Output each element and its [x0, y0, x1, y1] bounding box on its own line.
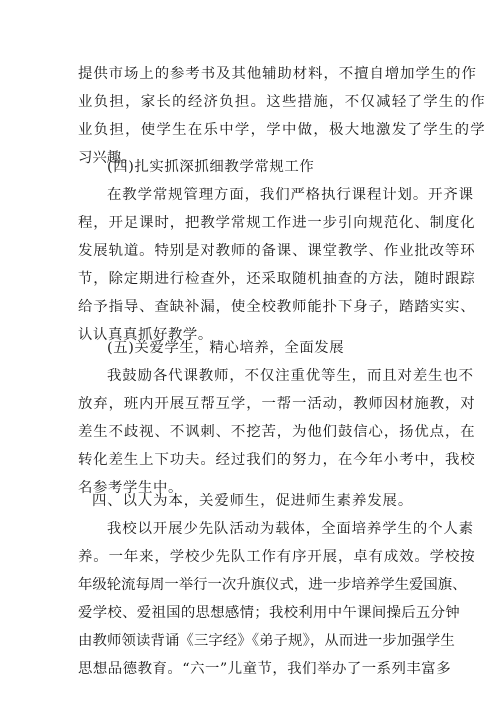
text-line: 业负担，使学生在乐中学，学中做，极大地激发了学生的学	[78, 122, 486, 138]
text-line: 业负担，家长的经济负担。这些措施，不仅减轻了学生的作	[78, 94, 486, 110]
text-line: 我鼓励各代课教师，不仅注重优等生，而且对差生也不	[107, 368, 474, 384]
section-heading: (四)扎实抓深抓细教学常规工作	[107, 159, 315, 175]
text-line: 名参考学生中。	[78, 480, 183, 496]
section-heading: 四、以人为本，关爱师生，促进师生素养发展。	[92, 493, 414, 509]
text-line: 放弃，班内开展互帮互学，一帮一活动，教师因材施教，对	[78, 396, 476, 412]
text-line: 在教学常规管理方面，我们严格执行课程计划。开齐课	[107, 187, 474, 203]
text-line: 年级轮流每周一举行一次升旗仪式，进一步培养学生爱国旗、	[78, 577, 467, 593]
text-line: 差生不歧视、不讽刺、不挖苦，为他们鼓信心，扬优点，在	[78, 424, 476, 440]
text-line: 程，开足课时，把教学常规工作进一步引向规范化、制度化	[78, 215, 476, 231]
text-line: 提供市场上的参考书及其他辅助材料，不擅自增加学生的作	[78, 66, 477, 82]
text-line: 转化差生上下功夫。经过我们的努力，在今年小考中，我校	[78, 452, 476, 468]
text-line: 由教师领读背诵《三字经》《弟子规》，从而进一步加强学生	[78, 633, 455, 649]
text-line: 节，除定期进行检查外，还采取随机抽查的方法，随时跟踪	[78, 271, 476, 287]
text-line: 发展轨道。特别是对教师的备课、课堂教学、作业批改等环	[78, 243, 476, 259]
text-line: 我校以开展少先队活动为载体，全面培养学生的个人素	[107, 521, 474, 537]
section-heading: (五)关爱学生，精心培养，全面发展	[107, 340, 345, 356]
text-line: 思想品德教育。“六一”儿童节，我们举办了一系列丰富多	[78, 661, 452, 677]
text-line: 习兴趣。	[78, 150, 136, 166]
text-line: 认认真真抓好教学。	[78, 327, 213, 343]
text-line: 给予指导、查缺补漏，使全校教师能扑下身子，踏踏实实、	[78, 299, 476, 315]
text-line: 养。一年来，学校少先队工作有序开展，卓有成效。学校按	[78, 549, 476, 565]
text-line: 爱学校、爱祖国的思想感情；我校利用中午课间操后五分钟	[78, 605, 460, 621]
